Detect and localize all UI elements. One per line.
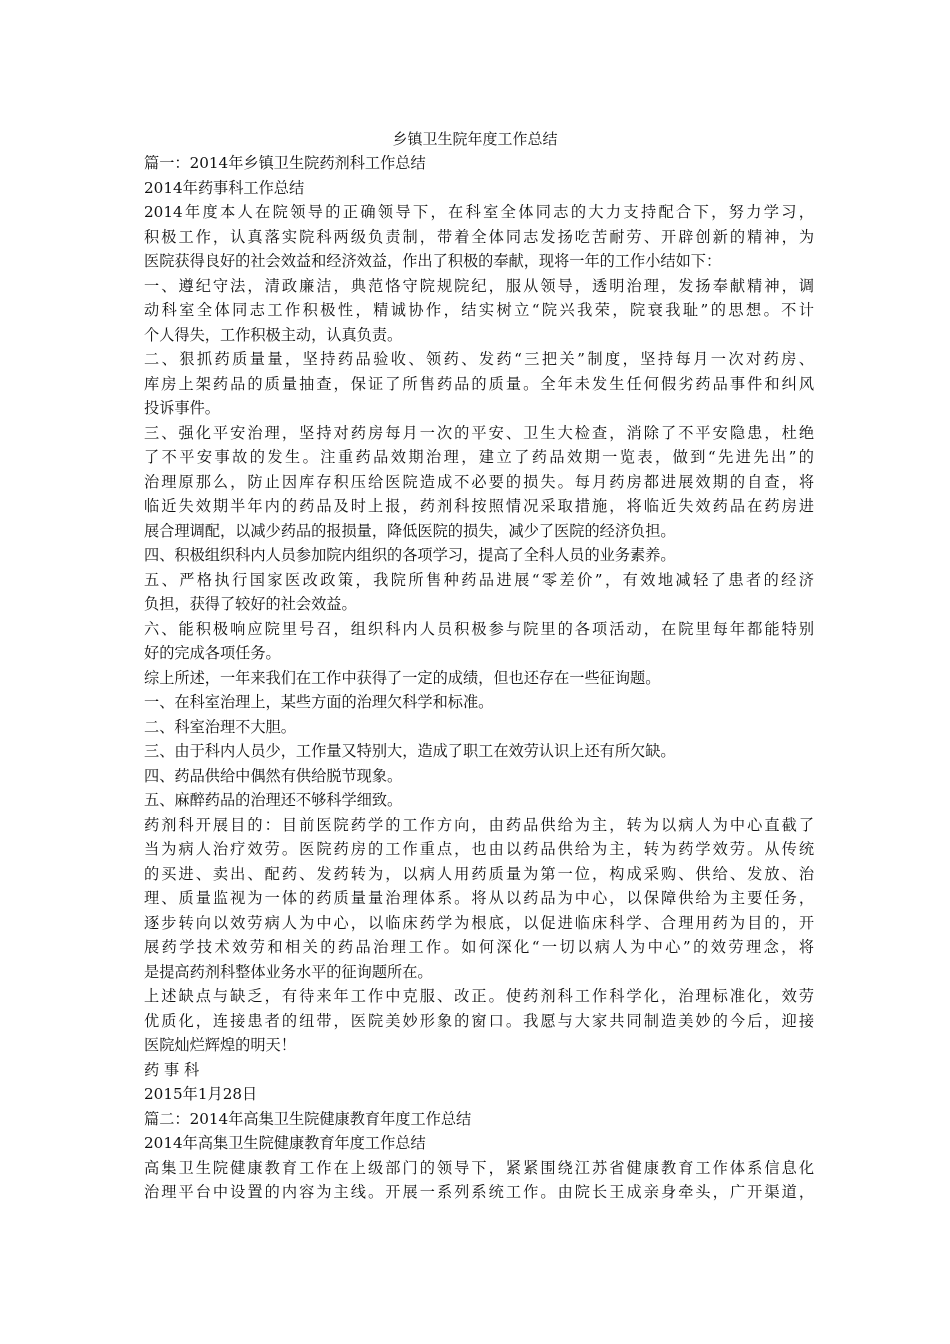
text-line: 的买进、卖出、配药、发药转为，以病人用药质量为第一位，构成采购、供给、发放、治 [144, 864, 814, 883]
text-line: 积极工作，认真落实院科两级负责制，带着全体同志发扬吃苦耐劳、开辟创新的精神，为 [144, 227, 814, 246]
text-line: 六、能积极响应院里号召，组织科内人员积极参与院里的各项活动，在院里每年都能特别 [144, 619, 814, 638]
text-line: 优质化，连接患者的纽带，医院美妙形象的窗口。我愿与大家共同制造美妙的今后，迎接 [144, 1011, 814, 1030]
document-title: 乡镇卫生院年度工作总结 [392, 130, 558, 148]
text-line: 投诉事件。 [144, 399, 220, 417]
text-line: 高集卫生院健康教育工作在上级部门的领导下，紧紧围绕江苏省健康教育工作体系信息化 [144, 1158, 814, 1177]
text-line: 2014年药事科工作总结 [144, 178, 305, 197]
text-line: 理、质量监视为一体的药质量量治理体系。将从以药品为中心，以保障供给为主要任务， [144, 889, 814, 907]
text-line: 治理平台中设置的内容为主线。开展一系列系统工作。由院长王成亲身牵头，广开渠道， [144, 1183, 814, 1201]
text-line: 个人得失，工作积极主动，认真负责。 [144, 325, 403, 344]
text-line: 2014年度本人在院领导的正确领导下，在科室全体同志的大力支持配合下，努力学习， [144, 203, 814, 221]
text-line: 五、严格执行国家医改政策，我院所售种药品进展“零差价”，有效地减轻了患者的经济 [144, 570, 814, 589]
text-line: 医院灿烂辉煌的明天！ [144, 1036, 296, 1054]
text-line: 当为病人治疗效劳。医院药房的工作重点，也由以药品供给为主，转为药学效劳。从传统 [144, 840, 814, 858]
text-line: 四、药品供给中偶然有供给脱节现象。 [144, 766, 403, 785]
text-line: 药 事 科 [144, 1060, 200, 1079]
text-line: 一、遵纪守法，清政廉洁，典范恪守院规院纪，服从领导，透明治理，发扬奉献精神，调 [144, 276, 814, 295]
text-line: 综上所述，一年来我们在工作中获得了一定的成绩，但也还存在一些征询题。 [144, 668, 661, 687]
text-line: 二、狠抓药质量量，坚持药品验收、领药、发药“三把关”制度，坚持每月一次对药房、 [144, 350, 814, 368]
text-line: 一、在科室治理上，某些方面的治理欠科学和标准。 [144, 693, 494, 711]
text-line: 上述缺点与缺乏，有待来年工作中克服、改正。使药剂科工作科学化，治理标准化，效劳 [144, 987, 814, 1005]
text-line: 2015年1月28日 [144, 1085, 258, 1103]
text-line: 三、强化平安治理，坚持对药房每月一次的平安、卫生大检查，消除了不平安隐患，杜绝 [144, 423, 814, 442]
text-line: 篇一：2014年乡镇卫生院药剂科工作总结 [144, 154, 426, 172]
text-line: 展药学技术效劳和相关的药品治理工作。如何深化“一切以病人为中心”的效劳理念，将 [144, 938, 814, 956]
text-line: 医院获得良好的社会效益和经济效益，作出了积极的奉献，现将一年的工作小结如下： [144, 252, 722, 270]
text-line: 五、麻醉药品的治理还不够科学细致。 [144, 791, 403, 809]
text-line: 动科室全体同志工作积极性，精诚协作，结实树立“院兴我荣，院衰我耻”的思想。不计 [144, 301, 814, 319]
text-line: 好的完成各项任务。 [144, 644, 281, 662]
text-line: 篇二：2014年高集卫生院健康教育年度工作总结 [144, 1109, 472, 1128]
text-line: 临近失效期半年内的药品及时上报，药剂科按照情况采取措施，将临近失效药品在药房进 [144, 497, 814, 515]
text-line: 治理原那么，防止因库存积压给医院造成不必要的损失。每月药房都进展效期的自查，将 [144, 472, 814, 491]
text-line: 药剂科开展目的：目前医院药学的工作方向，由药品供给为主，转为以病人为中心直截了 [144, 815, 814, 834]
text-line: 了不平安事故的发生。注重药品效期治理，建立了药品效期一览表，做到“先进先出”的 [144, 448, 814, 466]
text-line: 逐步转向以效劳病人为中心，以临床药学为根底，以促进临床科学、合理用药为目的，开 [144, 913, 814, 932]
text-line: 2014年高集卫生院健康教育年度工作总结 [144, 1134, 426, 1152]
text-line: 负担，获得了较好的社会效益。 [144, 595, 357, 613]
text-line: 是提高药剂科整体业务水平的征询题所在。 [144, 962, 433, 981]
text-line: 展合理调配，以减少药品的报损量，降低医院的损失，减少了医院的经济负担。 [144, 521, 676, 540]
text-line: 库房上架药品的质量抽查，保证了所售药品的质量。全年未发生任何假劣药品事件和纠风 [144, 374, 814, 393]
text-line: 三、由于科内人员少，工作量又特别大，造成了职工在效劳认识上还有所欠缺。 [144, 742, 676, 760]
text-line: 四、积极组织科内人员参加院内组织的各项学习，提高了全科人员的业务素养。 [144, 546, 676, 564]
text-line: 二、科室治理不大胆。 [144, 717, 296, 736]
